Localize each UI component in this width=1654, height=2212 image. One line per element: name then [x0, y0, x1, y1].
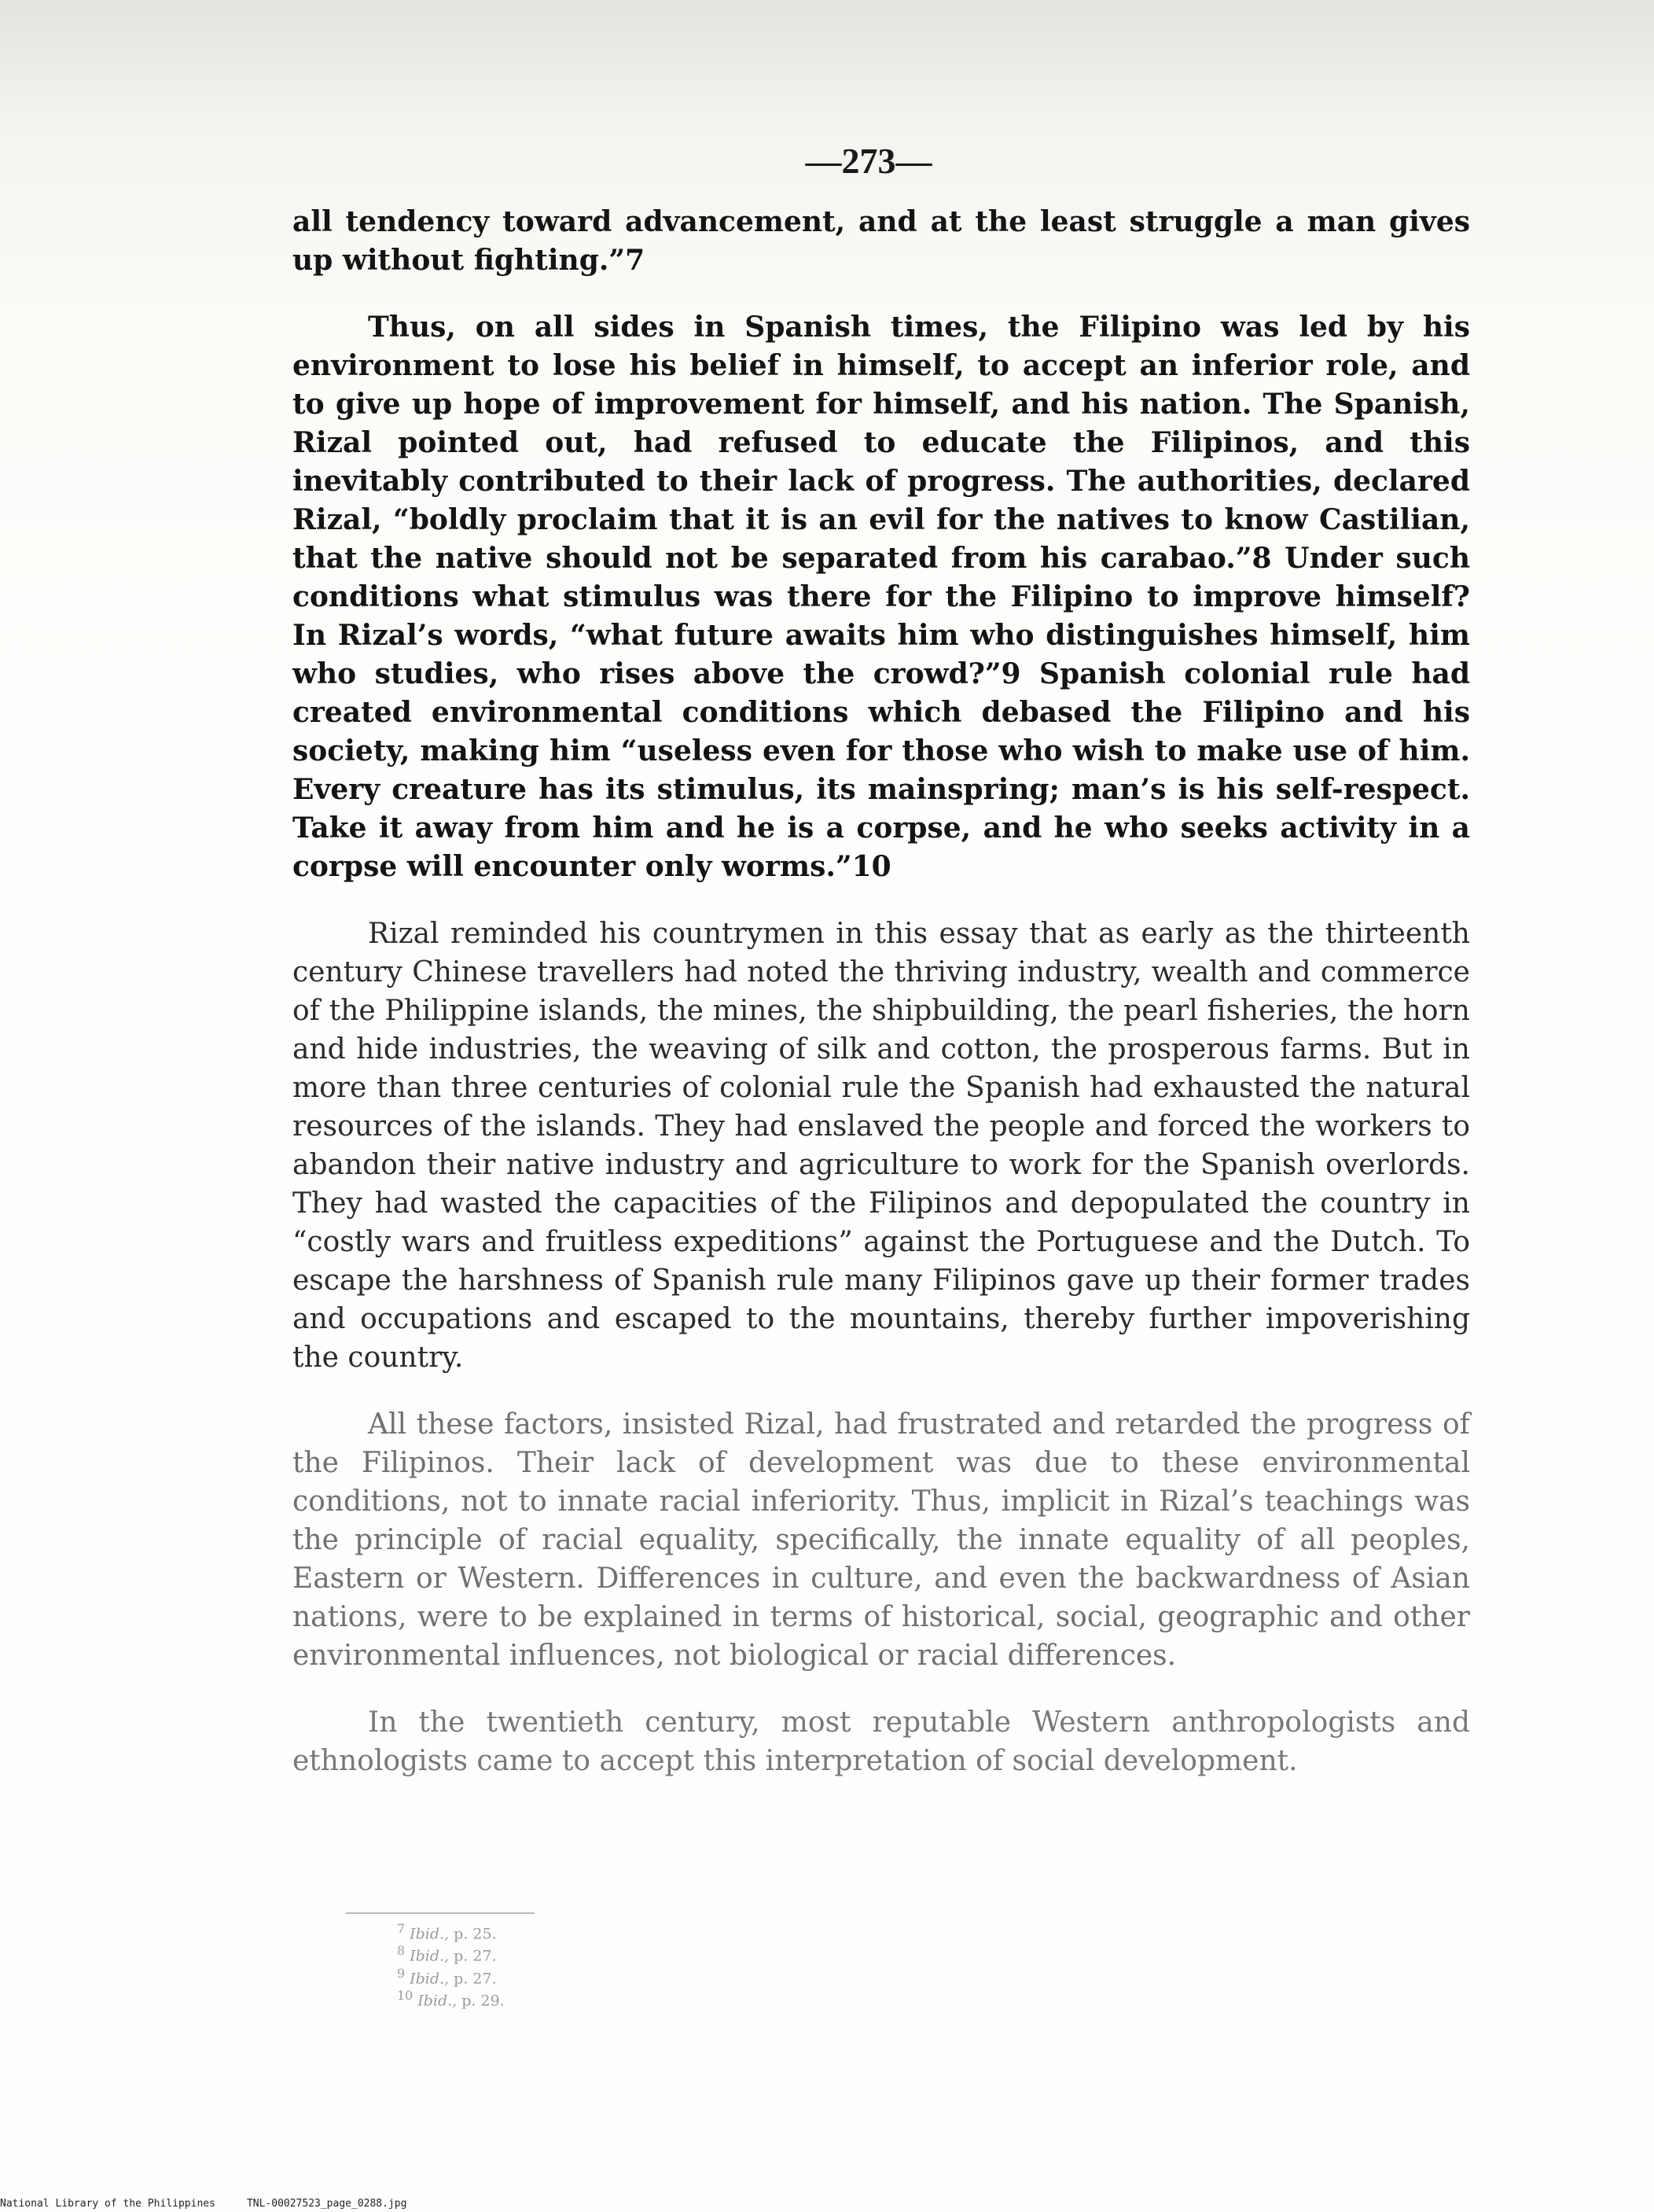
footnote-item [350, 1965, 664, 1987]
footnote-item [350, 1987, 664, 2009]
scan-footer-file-id: TNL-00027523_page_0288.jpg [246, 2198, 407, 2210]
footnote-mark: 9 [397, 1965, 406, 1981]
footnote-ref: Ibid., [410, 1969, 450, 1987]
scan-footer [0, 2198, 1654, 2210]
footnote-page: p. 25. [454, 1925, 497, 1943]
paragraph-spanish-times: Thus, on all sides in Spanish times, the Filipino was led by his environment to lose his belief in himself, to accept an inferior role, and to give up hope of improvement for himself, and his nation. The Spanish, Rizal pointed out, had refused to educate the Filipinos, and this inevitably contributed to their lack of progress. The authorities, declared Rizal, “boldly proclaim that it is an evil for the natives to know Castilian, that the native should not be separated from his carabao.”8 Under such conditions what stimulus was there for the Filipino to improve himself? In Rizal’s words, “what future awaits him who distinguishes himself, him who studies, who rises above the crowd?”9 Spanish colonial rule had created environmental conditions which debased the Filipino and his society, making him “useless even for those who wish to make use of him. Every creature has its stimulus, its mainspring; man’s is his self-respect. Take it away from him and he is a corpse, and he who seeks activity in a corpse will encounter only worms.”10 [292, 311, 1470, 883]
footnote-item [350, 1942, 664, 1964]
paragraph-rizal-reminded: Rizal reminded his countrymen in this essay that as early as the thirteenth century Chinese travellers had noted the thriving industry, wealth and commerce of the Philippine islands, the mines, the shipbuilding, the pearl fisheries, the horn and hide industries, the weaving of silk and cotton, the prosperous farms. But in more than three centuries of colonial rule the Spanish had exhausted the natural resources of the islands. They had enslaved the people and forced the workers to abandon their native industry and agriculture to work for the Spanish overlords. They had wasted the capacities of the Filipinos and depopulated the country in “costly wars and fruitless expeditions” against the Portuguese and the Dutch. To escape the harshness of Spanish rule many Filipinos gave up their former trades and occupations and escaped to the mountains, thereby further impoverishing the country. [292, 918, 1470, 1374]
footnote-mark: 7 [397, 1921, 406, 1936]
footnote-ref: Ibid., [410, 1925, 450, 1943]
footnote-divider [346, 1912, 535, 1914]
paragraph-continuation: all tendency toward advancement, and at the least struggle a man gives up without fighting.”7 [292, 205, 1470, 277]
footnote-ref: Ibid., [417, 1992, 458, 2010]
footnote-page: p. 27. [454, 1947, 497, 1965]
body-text [292, 203, 1470, 1809]
paragraph-twentieth-century: In the twentieth century, most reputable Western anthropologists and ethnologists came to accept this interpretation of social development. [292, 1706, 1470, 1777]
footnote-page: p. 27. [454, 1969, 497, 1987]
scan-footer-library: National Library of the Philippines [0, 2198, 215, 2210]
footnote-ref: Ibid., [410, 1947, 450, 1965]
footnote-mark: 8 [397, 1943, 406, 1959]
footnote-mark: 10 [397, 1987, 414, 2003]
footnotes [350, 1912, 664, 2009]
footnote-item [350, 1920, 664, 1942]
paragraph-all-these-factors: All these factors, insisted Rizal, had frustrated and retarded the progress of the Filipinos. Their lack of development was due to these environmental conditions, not to innate racial inferiority. Thus, implicit in Rizal’s teachings was the principle of racial equality, specifically, the innate equality of all peoples, Eastern or Western. Differences in culture, and even the backwardness of Asian nations, were to be explained in terms of historical, social, geographic and other environmental influences, not biological or racial differences. [292, 1408, 1470, 1672]
page-number: —273— [805, 141, 932, 181]
footnote-page: p. 29. [461, 1992, 505, 2010]
